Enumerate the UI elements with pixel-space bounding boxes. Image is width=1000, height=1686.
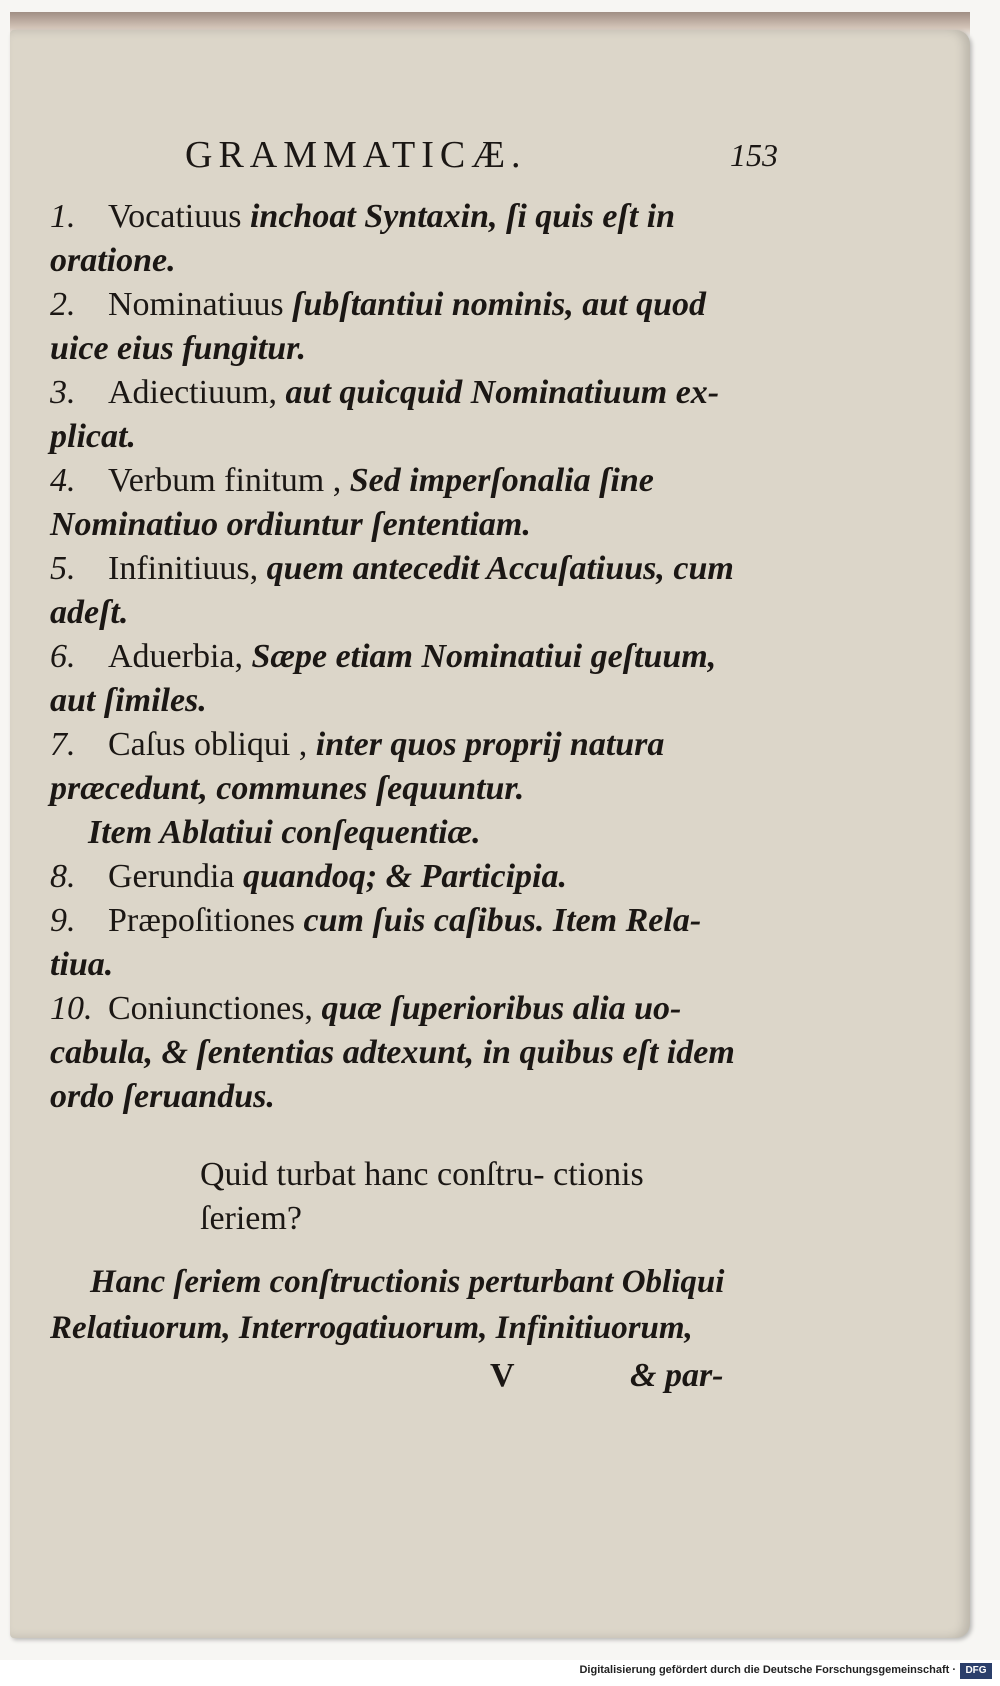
entry-continuation: aut ſimiles. [50, 682, 207, 719]
entry-number: 10. [50, 990, 93, 1027]
entry-continuation: cabula, & ſententias adtexunt, in quibus eſt idem [50, 1034, 735, 1071]
entry-roman: Infinitiuus, [108, 550, 259, 587]
list-item [50, 899, 790, 987]
running-head [50, 125, 790, 195]
entry-roman: Præpoſitiones [108, 902, 296, 939]
list-item [50, 811, 790, 855]
entry-italic: inter quos proprij natura [307, 726, 665, 763]
entry-italic: ſubſtantiui nominis, aut quod [283, 286, 706, 323]
page-text-block [50, 125, 790, 1407]
entry-number: 8. [50, 858, 76, 895]
entry-roman: Coniunctiones, [108, 990, 313, 1027]
entry-roman: Vocatiuus [108, 198, 242, 235]
footer-bar [0, 1660, 1000, 1686]
list-item [50, 283, 790, 371]
entry-number: 4. [50, 462, 76, 499]
list-item [50, 195, 790, 283]
entry-number: 3. [50, 374, 76, 411]
entry-italic: quem antecedit Accuſatiuus, cum [258, 550, 734, 587]
entry-italic: Sed imperſonalia ſine [341, 462, 654, 499]
list-item [50, 635, 790, 723]
entry-roman: Aduerbia, [108, 638, 244, 675]
catchline [50, 1357, 790, 1407]
entry-number: 2. [50, 286, 76, 323]
entry-italic: quandoq; & Participia. [234, 858, 567, 895]
entry-italic: aut quicquid Nominatiuum ex- [277, 374, 720, 411]
entry-italic: inchoat Syntaxin, ſi quis eſt in [241, 198, 676, 235]
catchword: & par- [630, 1357, 724, 1394]
list-item [50, 723, 790, 811]
entry-continuation: uice eius fungitur. [50, 330, 307, 367]
entry-roman: Adiectiuum, [108, 374, 278, 411]
entry-italic: Sæpe etiam Nominatiui geſtuum, [243, 638, 717, 675]
entry-continuation: oratione. [50, 242, 176, 279]
entry-italic: Item Ablatiui conſequentiæ. [88, 814, 481, 851]
entry-number: 6. [50, 638, 76, 675]
entry-continuation: tiua. [50, 946, 114, 983]
running-title: GRAMMATICÆ. [185, 134, 527, 176]
entry-number: 1. [50, 198, 76, 235]
entry-continuation: adeſt. [50, 594, 129, 631]
question-heading: Quid turbat hanc conſtru- ctionis ſeriem? [200, 1156, 644, 1237]
list-item [50, 371, 790, 459]
entry-number: 7. [50, 726, 76, 763]
entry-continuation: plicat. [50, 418, 136, 455]
entry-continuation: Nominatiuo ordiuntur ſententiam. [50, 506, 531, 543]
answer-line: Hanc ſeriem conſtructionis perturbant Obliqui [90, 1264, 725, 1300]
list-item [50, 547, 790, 635]
entry-italic: cum ſuis caſibus. Item Rela- [295, 902, 702, 939]
list-item [50, 459, 790, 547]
entry-list [50, 195, 790, 1119]
signature-mark: V [490, 1357, 515, 1394]
page-number: 153 [730, 137, 778, 173]
list-item [50, 987, 790, 1119]
entry-number: 5. [50, 550, 76, 587]
answer-paragraph [50, 1259, 790, 1351]
entry-roman: Verbum finitum , [108, 462, 342, 499]
dfg-logo-icon: DFG [960, 1663, 992, 1679]
entry-roman: Gerundia [108, 858, 235, 895]
list-item [50, 855, 790, 899]
answer-line: Relatiuorum, Interrogatiuorum, Infinitiuorum, [50, 1310, 693, 1346]
entry-roman: Nominatiuus [108, 286, 284, 323]
entry-continuation: præcedunt, communes ſequuntur. [50, 770, 525, 807]
footer-credit: Digitalisierung gefördert durch die Deutsche Forschungsgemeinschaft · [579, 1664, 956, 1676]
entry-number: 9. [50, 902, 76, 939]
entry-italic: quæ ſuperioribus alia uo- [312, 990, 682, 1027]
book-page [10, 30, 970, 1638]
entry-roman: Caſus obliqui , [108, 726, 308, 763]
entry-continuation: ordo ſeruandus. [50, 1078, 275, 1115]
